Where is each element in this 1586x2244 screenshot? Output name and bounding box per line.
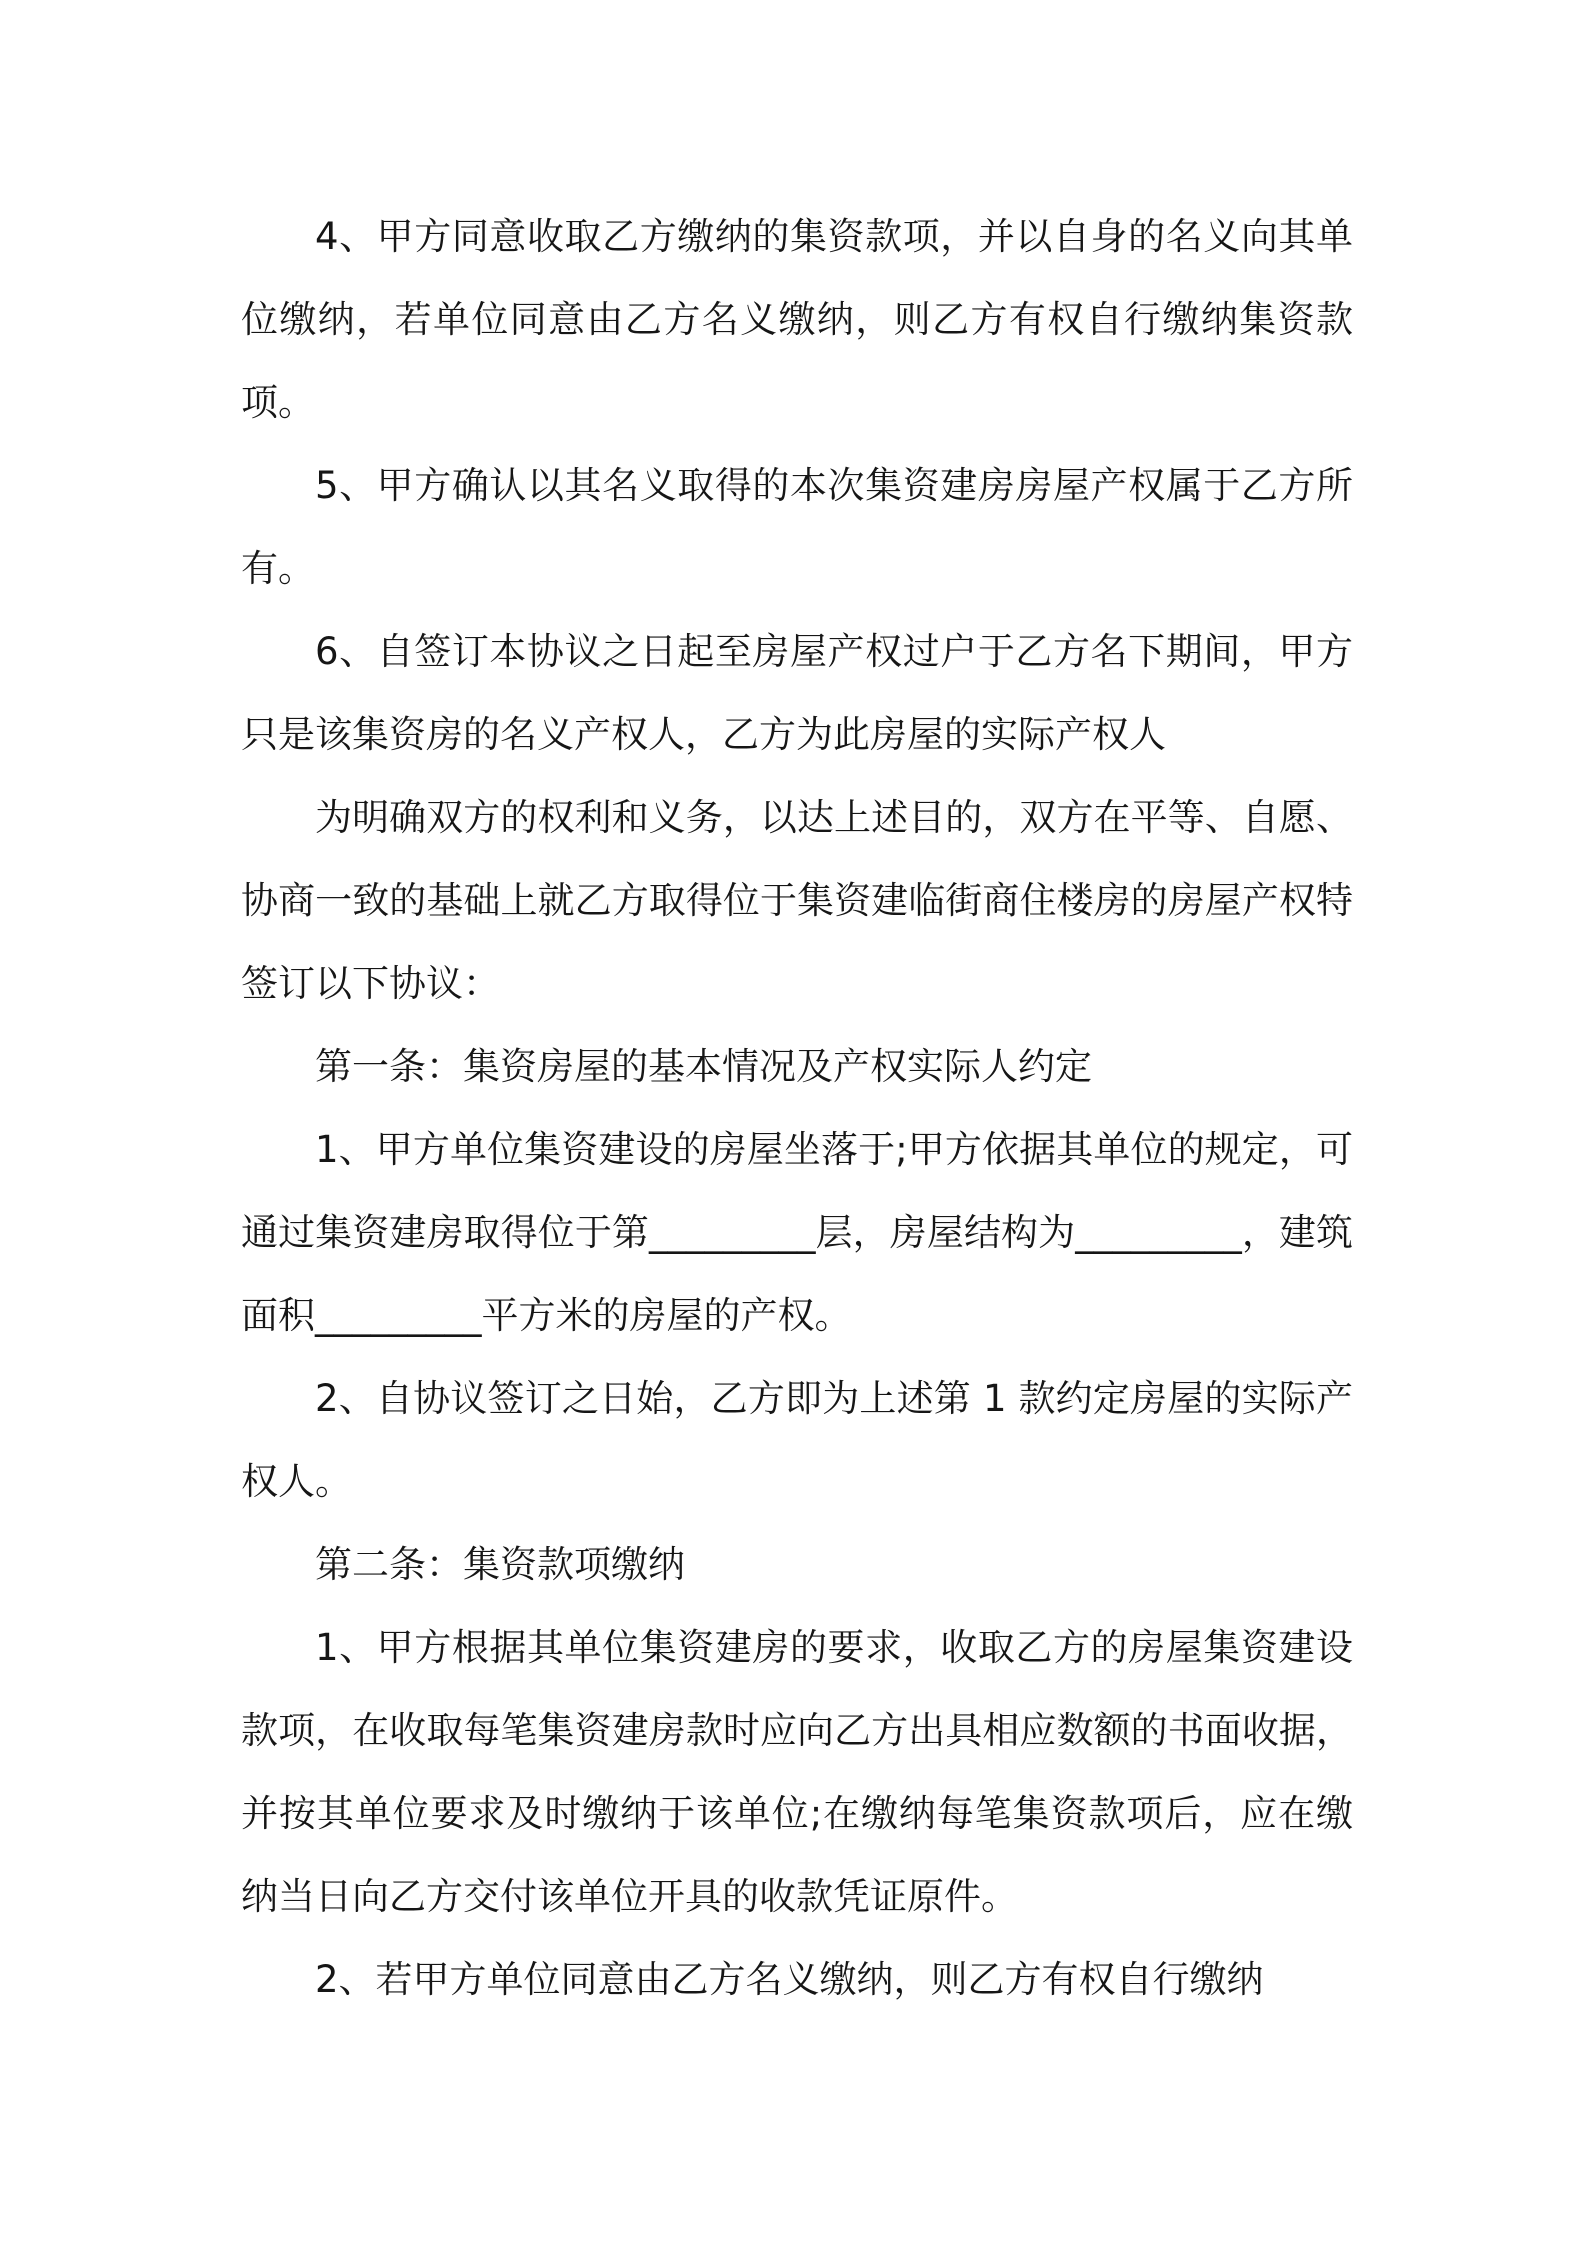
document-body	[241, 195, 1353, 2021]
preamble-paragraph: 为明确双方的权利和义务，以达上述目的，双方在平等、自愿、协商一致的基础上就乙方取得位于集资建临街商住楼房的房屋产权特签订以下协议：	[241, 796, 1353, 1005]
clause-paragraph: 2、自协议签订之日始，乙方即为上述第 1 款约定房屋的实际产权人。	[241, 1377, 1353, 1503]
article-heading: 第二条：集资款项缴纳	[315, 1543, 685, 1586]
clause-paragraph: 1、甲方单位集资建设的房屋坐落于;甲方依据其单位的规定，可通过集资建房取得位于第_________层，房屋结构为_________，建筑面积_________平方米的房屋的产权。	[241, 1128, 1353, 1337]
clause-paragraph: 1、甲方根据其单位集资建房的要求，收取乙方的房屋集资建设款项，在收取每笔集资建房款时应向乙方出具相应数额的书面收据，并按其单位要求及时缴纳于该单位;在缴纳每笔集资款项后，应在缴纳当日向乙方交付该单位开具的收款凭证原件。	[241, 1626, 1353, 1918]
clause-paragraph: 2、若甲方单位同意由乙方名义缴纳，则乙方有权自行缴纳	[315, 1958, 1264, 2001]
clause-paragraph: 5、甲方确认以其名义取得的本次集资建房房屋产权属于乙方所有。	[241, 464, 1353, 590]
clause-paragraph: 6、自签订本协议之日起至房屋产权过户于乙方名下期间，甲方只是该集资房的名义产权人，乙方为此房屋的实际产权人	[241, 630, 1353, 756]
article-heading: 第一条：集资房屋的基本情况及产权实际人约定	[315, 1045, 1092, 1088]
clause-paragraph: 4、甲方同意收取乙方缴纳的集资款项，并以自身的名义向其单位缴纳，若单位同意由乙方名义缴纳，则乙方有权自行缴纳集资款项。	[241, 215, 1353, 424]
